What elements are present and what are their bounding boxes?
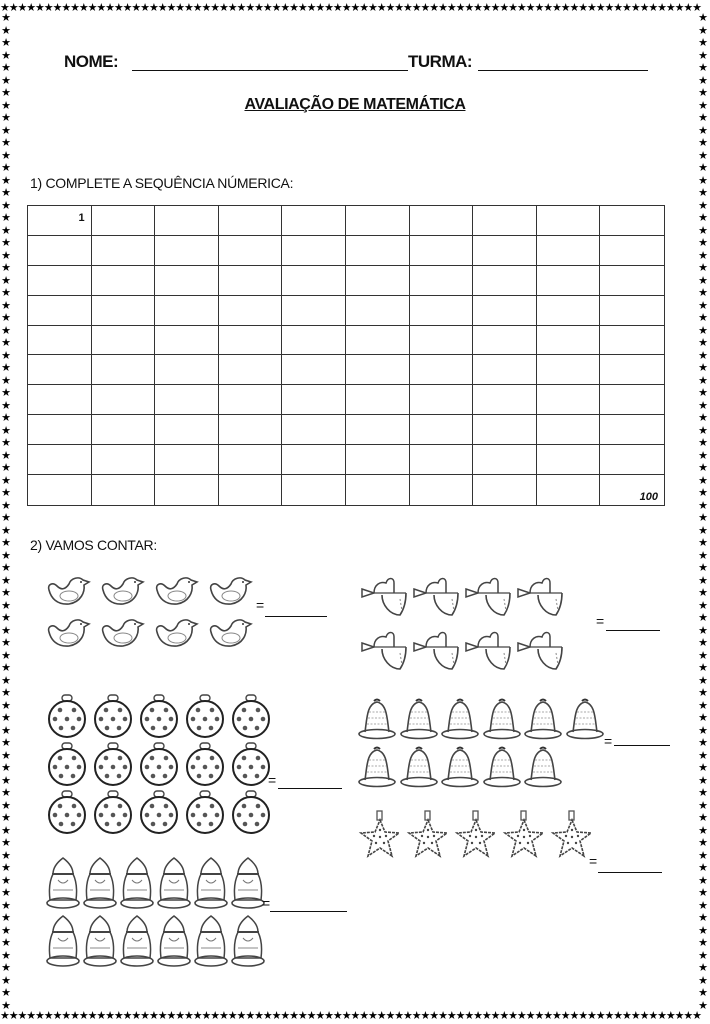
grid-cell[interactable] xyxy=(92,385,156,415)
header-row xyxy=(64,50,654,76)
ornament-ball-icon xyxy=(183,742,229,791)
bird-icon xyxy=(45,616,99,657)
icon-row xyxy=(357,746,565,793)
bell-icon xyxy=(399,746,441,793)
grid-cell[interactable] xyxy=(28,415,92,445)
angel-icon xyxy=(360,629,412,678)
ornament-ball-icon xyxy=(183,790,229,839)
angel-icon xyxy=(516,629,568,678)
icon-row xyxy=(45,790,275,839)
bell-icon xyxy=(482,746,524,793)
grid-cell[interactable] xyxy=(282,475,346,505)
grid-cell[interactable] xyxy=(282,385,346,415)
grid-cell[interactable] xyxy=(282,355,346,385)
grid-cell[interactable] xyxy=(346,415,410,445)
section2-label: 2) VAMOS CONTAR: xyxy=(30,537,157,553)
bird-icon xyxy=(99,616,153,657)
grid-cell[interactable] xyxy=(28,326,92,356)
icon-row xyxy=(45,914,267,973)
grid-cell[interactable] xyxy=(537,445,601,475)
grid-cell[interactable] xyxy=(473,415,537,445)
grid-cell[interactable] xyxy=(219,296,283,326)
santa-icon xyxy=(45,914,82,973)
grid-cell[interactable] xyxy=(346,355,410,385)
ornament-ball-icon xyxy=(45,790,91,839)
grid-cell[interactable] xyxy=(346,445,410,475)
grid-cell[interactable] xyxy=(282,296,346,326)
equals-sign: = xyxy=(604,733,613,749)
icon-row xyxy=(45,856,267,915)
angel-icon xyxy=(464,629,516,678)
grid-cell[interactable] xyxy=(473,206,537,236)
grid-cell[interactable] xyxy=(473,266,537,296)
grid-cell[interactable] xyxy=(346,206,410,236)
grid-cell[interactable] xyxy=(537,206,601,236)
grid-cell[interactable] xyxy=(600,236,664,266)
equals-sign: = xyxy=(596,613,605,629)
grid-cell[interactable] xyxy=(410,236,474,266)
grid-cell[interactable] xyxy=(92,355,156,385)
angel-icon xyxy=(412,575,464,624)
grid-cell[interactable] xyxy=(600,266,664,296)
grid-cell[interactable] xyxy=(92,206,156,236)
star-border-top: ★★★★★★★★★★★★★★★★★★★★★★★★★★★★★★★★★★★★★★★★★★★★★★★★★★★★★★★★★★★★★★★★★★★★★★★★★★★★★★★★ xyxy=(0,2,701,14)
number-grid xyxy=(27,205,665,506)
grid-cell[interactable] xyxy=(537,415,601,445)
bell-icon xyxy=(440,698,482,745)
ornament-ball-icon xyxy=(137,790,183,839)
santa-icon xyxy=(119,914,156,973)
grid-cell[interactable] xyxy=(410,355,474,385)
icon-row xyxy=(360,575,568,624)
bird-icon xyxy=(207,616,261,657)
grid-cell[interactable] xyxy=(219,326,283,356)
section1-label: 1) COMPLETE A SEQUÊNCIA NÚMERICA: xyxy=(30,175,294,191)
grid-cell[interactable] xyxy=(28,385,92,415)
icon-row xyxy=(358,810,598,867)
star-border-right: ★ ★ ★ ★ ★ ★ ★ ★ ★ ★ ★ ★ ★ ★ ★ ★ ★ ★ ★ ★ ★ ★ ★ ★ ★ ★ ★ ★ ★ ★ ★ ★ ★ ★ ★ ★ ★ ★ ★ ★ ★ ★ ★ ★ ★ ★ ★ ★ ★ ★ ★ ★ ★ ★ ★ ★ ★ ★ ★ ★ ★ ★ ★ ★ ★ ★ ★ ★ ★ ★ ★ ★ ★ ★ ★ ★ ★ ★ ★ ★ xyxy=(698,12,708,1012)
ornament-ball-icon xyxy=(183,694,229,743)
santa-icon xyxy=(156,856,193,915)
santa-icon xyxy=(119,856,156,915)
grid-cell[interactable] xyxy=(346,475,410,505)
class-field[interactable] xyxy=(478,70,648,71)
grid-cell[interactable] xyxy=(155,475,219,505)
grid-cell[interactable] xyxy=(537,385,601,415)
grid-cell[interactable] xyxy=(28,355,92,385)
grid-cell[interactable] xyxy=(282,445,346,475)
star-border-left: ★ ★ ★ ★ ★ ★ ★ ★ ★ ★ ★ ★ ★ ★ ★ ★ ★ ★ ★ ★ ★ ★ ★ ★ ★ ★ ★ ★ ★ ★ ★ ★ ★ ★ ★ ★ ★ ★ ★ ★ ★ ★ ★ ★ ★ ★ ★ ★ ★ ★ ★ ★ ★ ★ ★ ★ ★ ★ ★ ★ ★ ★ ★ ★ ★ ★ ★ ★ ★ ★ ★ ★ ★ ★ ★ ★ ★ ★ ★ ★ xyxy=(1,12,11,1012)
grid-cell[interactable] xyxy=(28,206,92,236)
star-ornament-icon xyxy=(502,810,550,867)
grid-cell[interactable] xyxy=(410,206,474,236)
grid-cell[interactable] xyxy=(473,296,537,326)
ornament-ball-icon xyxy=(91,742,137,791)
grid-cell[interactable] xyxy=(282,236,346,266)
grid-cell[interactable] xyxy=(600,355,664,385)
bell-icon xyxy=(523,746,565,793)
grid-cell[interactable] xyxy=(473,355,537,385)
grid-cell[interactable] xyxy=(537,355,601,385)
ornament-ball-icon xyxy=(45,742,91,791)
equals-sign: = xyxy=(268,772,277,788)
grid-cell[interactable] xyxy=(600,475,664,505)
grid-cell[interactable] xyxy=(92,445,156,475)
grid-cell[interactable] xyxy=(410,475,474,505)
name-field[interactable] xyxy=(132,70,408,71)
grid-cell[interactable] xyxy=(410,326,474,356)
santa-icon xyxy=(82,914,119,973)
angel-icon xyxy=(360,575,412,624)
star-ornament-icon xyxy=(358,810,406,867)
santa-icon xyxy=(230,914,267,973)
grid-cell[interactable] xyxy=(219,355,283,385)
icon-row xyxy=(357,698,606,745)
grid-cell[interactable] xyxy=(537,266,601,296)
grid-cell[interactable] xyxy=(473,236,537,266)
santa-icon xyxy=(193,856,230,915)
star-ornament-icon xyxy=(406,810,454,867)
icon-row xyxy=(45,742,275,791)
grid-cell[interactable] xyxy=(537,326,601,356)
grid-cell[interactable] xyxy=(219,266,283,296)
bell-icon xyxy=(565,698,607,745)
grid-cell[interactable] xyxy=(537,296,601,326)
grid-cell[interactable] xyxy=(346,236,410,266)
bell-icon xyxy=(482,698,524,745)
bell-icon xyxy=(440,746,482,793)
icon-row xyxy=(360,629,568,678)
answer-field[interactable] xyxy=(265,616,327,617)
grid-cell[interactable] xyxy=(600,206,664,236)
icon-row xyxy=(45,694,275,743)
ornament-ball-icon xyxy=(137,742,183,791)
grid-cell[interactable] xyxy=(600,445,664,475)
grid-cell[interactable] xyxy=(410,385,474,415)
page-title: AVALIAÇÃO DE MATEMÁTICA xyxy=(244,96,466,113)
grid-cell[interactable] xyxy=(92,266,156,296)
santa-icon xyxy=(45,856,82,915)
grid-cell[interactable] xyxy=(282,415,346,445)
ornament-ball-icon xyxy=(45,694,91,743)
grid-cell[interactable] xyxy=(219,415,283,445)
grid-cell[interactable] xyxy=(155,266,219,296)
grid-cell[interactable] xyxy=(92,236,156,266)
ornament-ball-icon xyxy=(137,694,183,743)
grid-cell[interactable] xyxy=(473,475,537,505)
grid-cell[interactable] xyxy=(537,475,601,505)
bell-icon xyxy=(357,698,399,745)
grid-cell[interactable] xyxy=(410,266,474,296)
answer-field[interactable] xyxy=(270,911,347,912)
grid-cell[interactable] xyxy=(155,385,219,415)
angel-icon xyxy=(516,575,568,624)
grid-cell[interactable] xyxy=(28,296,92,326)
equals-sign: = xyxy=(262,895,271,911)
grid-cell[interactable] xyxy=(600,385,664,415)
answer-field[interactable] xyxy=(614,745,670,746)
grid-cell-value: 1 xyxy=(78,212,85,224)
grid-cell[interactable] xyxy=(28,236,92,266)
bird-icon xyxy=(207,574,261,615)
grid-cell[interactable] xyxy=(219,236,283,266)
grid-cell[interactable] xyxy=(537,236,601,266)
equals-sign: = xyxy=(256,597,265,613)
grid-cell[interactable] xyxy=(410,415,474,445)
grid-cell[interactable] xyxy=(28,475,92,505)
grid-cell[interactable] xyxy=(92,296,156,326)
grid-cell[interactable] xyxy=(155,206,219,236)
bell-icon xyxy=(399,698,441,745)
santa-icon xyxy=(82,856,119,915)
grid-cell[interactable] xyxy=(219,385,283,415)
grid-cell[interactable] xyxy=(346,296,410,326)
angel-icon xyxy=(464,575,516,624)
grid-cell[interactable] xyxy=(346,385,410,415)
grid-cell[interactable] xyxy=(282,206,346,236)
grid-cell[interactable] xyxy=(219,445,283,475)
equals-sign: = xyxy=(589,853,598,869)
ornament-ball-icon xyxy=(229,694,275,743)
grid-cell[interactable] xyxy=(473,385,537,415)
grid-cell[interactable] xyxy=(282,266,346,296)
name-label: NOME: xyxy=(64,52,119,71)
bell-icon xyxy=(357,746,399,793)
grid-cell[interactable] xyxy=(28,445,92,475)
ornament-ball-icon xyxy=(91,790,137,839)
star-border-bottom: ★★★★★★★★★★★★★★★★★★★★★★★★★★★★★★★★★★★★★★★★★★★★★★★★★★★★★★★★★★★★★★★★★★★★★★★★★★★★★★★★ xyxy=(0,1010,701,1022)
grid-cell[interactable] xyxy=(473,445,537,475)
bird-icon xyxy=(45,574,99,615)
grid-cell[interactable] xyxy=(92,326,156,356)
grid-cell[interactable] xyxy=(155,296,219,326)
bird-icon xyxy=(153,574,207,615)
grid-cell[interactable] xyxy=(92,415,156,445)
grid-cell[interactable] xyxy=(155,445,219,475)
icon-row xyxy=(45,616,261,657)
ornament-ball-icon xyxy=(229,790,275,839)
grid-cell[interactable] xyxy=(28,266,92,296)
star-ornament-icon xyxy=(454,810,502,867)
santa-icon xyxy=(156,914,193,973)
grid-cell[interactable] xyxy=(346,266,410,296)
grid-cell[interactable] xyxy=(155,415,219,445)
grid-cell[interactable] xyxy=(346,326,410,356)
grid-cell[interactable] xyxy=(219,206,283,236)
grid-cell[interactable] xyxy=(219,475,283,505)
grid-cell[interactable] xyxy=(92,475,156,505)
grid-cell[interactable] xyxy=(155,236,219,266)
bird-icon xyxy=(99,574,153,615)
grid-cell-value: 100 xyxy=(639,490,658,503)
answer-field[interactable] xyxy=(598,872,662,873)
class-label: TURMA: xyxy=(408,52,473,71)
grid-cell[interactable] xyxy=(155,355,219,385)
grid-cell[interactable] xyxy=(282,326,346,356)
grid-cell[interactable] xyxy=(600,326,664,356)
grid-cell[interactable] xyxy=(600,415,664,445)
grid-cell[interactable] xyxy=(473,326,537,356)
icon-row xyxy=(45,574,261,615)
grid-cell[interactable] xyxy=(410,296,474,326)
ornament-ball-icon xyxy=(91,694,137,743)
answer-field[interactable] xyxy=(606,630,660,631)
bird-icon xyxy=(153,616,207,657)
angel-icon xyxy=(412,629,464,678)
grid-cell[interactable] xyxy=(600,296,664,326)
bell-icon xyxy=(523,698,565,745)
answer-field[interactable] xyxy=(278,788,342,789)
grid-cell[interactable] xyxy=(155,326,219,356)
santa-icon xyxy=(193,914,230,973)
grid-cell[interactable] xyxy=(410,445,474,475)
